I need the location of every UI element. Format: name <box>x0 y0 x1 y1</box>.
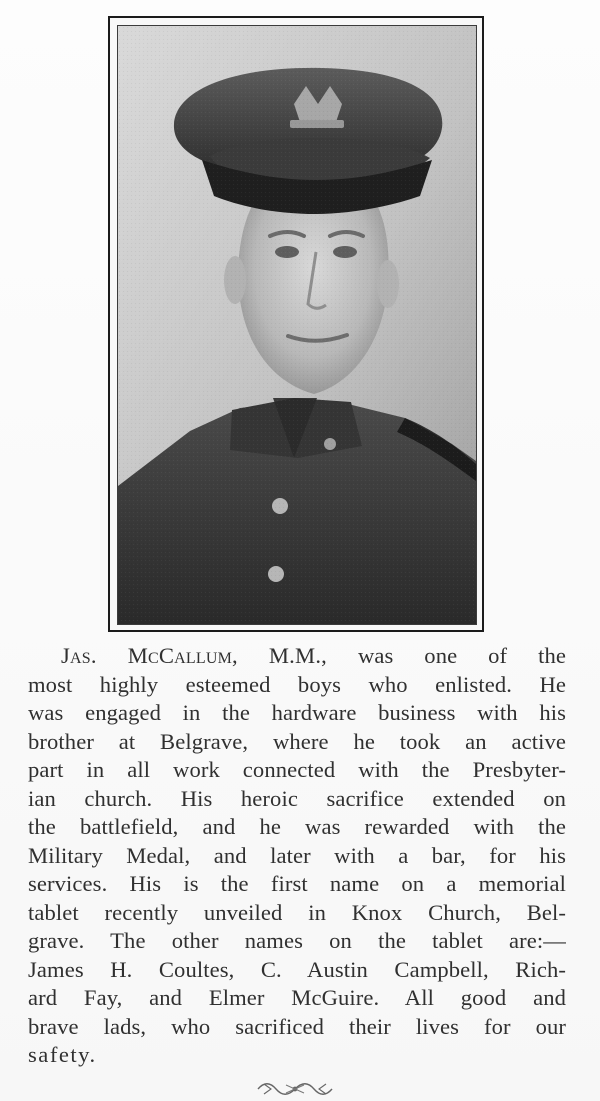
paragraph-line-7: the battlefield, and he was rewarded with the <box>28 814 566 839</box>
paragraph-line-12: James H. Coultes, C. Austin Campbell, Rich- <box>28 956 566 982</box>
paragraph-line-1 <box>28 642 566 671</box>
soldier-name: Jas. McCallum, M.M., <box>61 643 328 668</box>
paragraph-line-2: most highly esteemed boys who enlisted. He <box>28 671 566 697</box>
paragraph-line-9: services. His is the first name on a memorial <box>28 871 566 896</box>
paragraph-line-15: safety. <box>28 1042 97 1067</box>
portrait-frame <box>108 16 484 632</box>
obituary-text <box>28 642 566 1070</box>
paragraph-line-14: brave lads, who sacrificed their lives for our <box>28 1013 566 1039</box>
paragraph-line-4: brother at Belgrave, where he took an active <box>28 728 566 754</box>
paragraph-line-11: grave. The other names on the tablet are:— <box>28 928 566 953</box>
paragraph-line-5: part in all work connected with the Presbyter- <box>28 757 566 782</box>
paragraph-line-13: ard Fay, and Elmer McGuire. All good and <box>28 985 566 1010</box>
paragraph-line-8: Military Medal, and later with a bar, for his <box>28 842 566 868</box>
paragraph-line-10: tablet recently unveiled in Knox Church, Bel- <box>28 899 566 925</box>
paragraph-line-3: was engaged in the hardware business with his <box>28 700 566 725</box>
soldier-portrait-icon <box>118 26 476 624</box>
paragraph-line-6: ian church. His heroic sacrifice extended on <box>28 785 566 811</box>
paragraph-line-1-rest: was one of the <box>357 643 566 668</box>
ornament-icon <box>256 1080 334 1098</box>
portrait-photo <box>117 25 477 625</box>
